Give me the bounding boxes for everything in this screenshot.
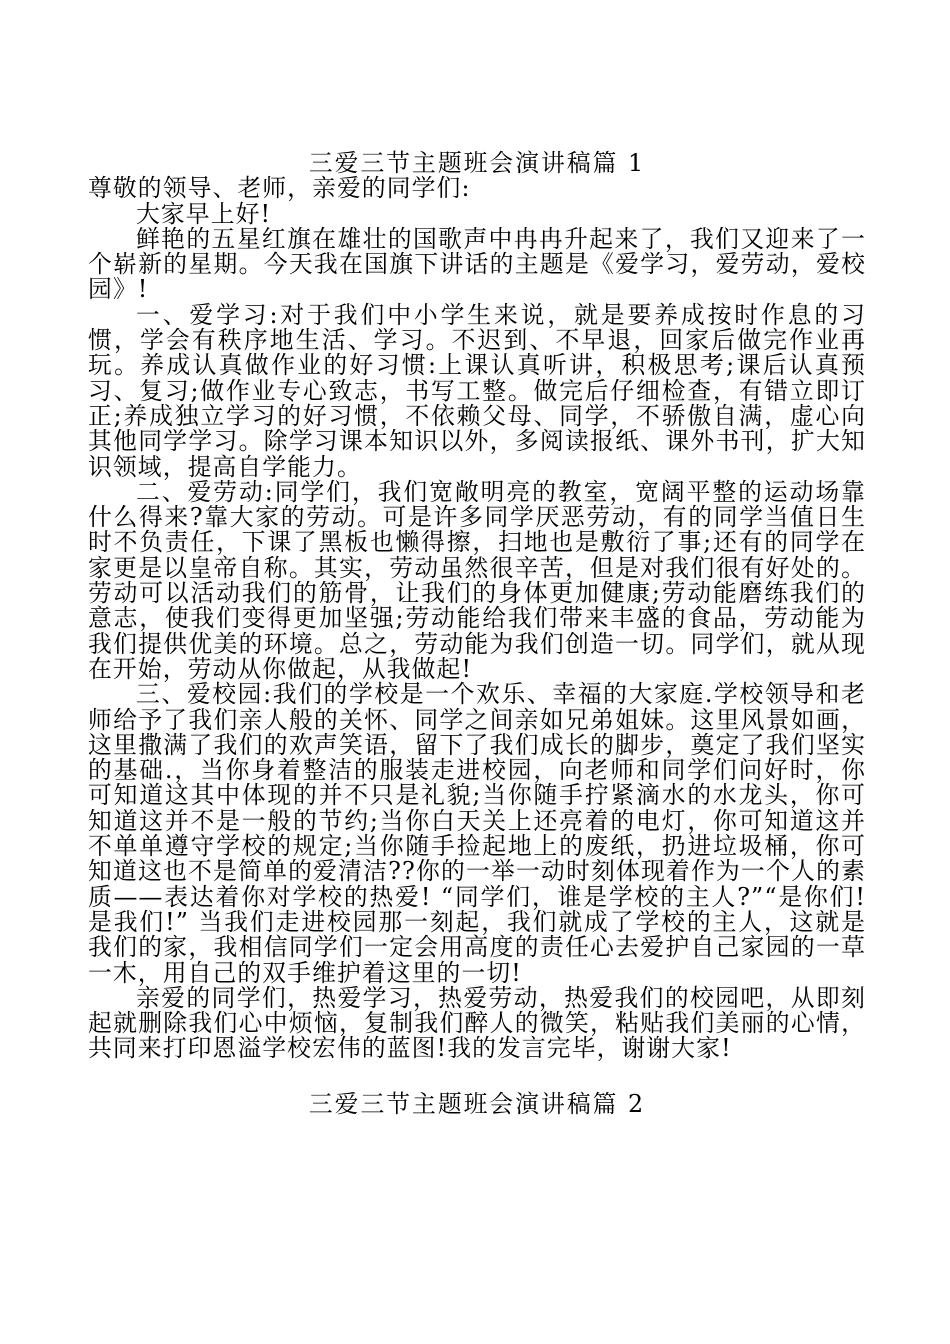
speech-title-2: 三爱三节主题班会演讲稿篇 2 (308, 1089, 646, 1118)
paragraph-closing: 亲爱的同学们，热爱学习，热爱劳动，热爱我们的校园吧，从即刻起就删除我们心中烦恼，复制我们醉人的微笑，粘贴我们美丽的心情，共同来打印恩溢学校宏伟的蓝图!我的发言完毕，谢谢大家! (88, 983, 866, 1063)
salutation: 尊敬的领导、老师，亲爱的同学们: (88, 174, 471, 203)
paragraph-intro: 鲜艳的五星红旗在雄壮的国歌声中冉冉升起来了，我们又迎来了一个崭新的星期。今天我在国旗下讲话的主题是《爱学习，爱劳动，爱校园》! (88, 224, 866, 304)
paragraph-love-campus: 三、爱校园:我们的学校是一个欢乐、幸福的大家庭.学校领导和老师给予了我们亲人般的关怀、同学之间亲如兄弟姐妹。这里风景如画，这里撒满了我们的欢声笑语，留下了我们成长的脚步，奠定了我们坚实的基础.，当你身着整洁的服装走进校园，向老师和同学们问好时，你可知道这其中体现的并不只是礼貌;当你随手拧紧滴水的水龙头，你可知道这并不是一般的节约;当你白天关上还亮着的电灯，你可知道这并不单单遵守学校的规定;当你随手捡起地上的废纸，扔进垃圾桶，你可知道这也不是简单的爱清洁??你的一举一动时刻体现着作为一个人的素质——表达着你对学校的热爱! “同学们，谁是学校的主人?”“是你们!是我们!” 当我们走进校园那一刻起，我们就成了学校的主人，这就是我们的家，我相信同学们一定会用高度的责任心去爱护自己家园的一草一木，用自己的双手维护着这里的一切! (88, 680, 866, 987)
paragraph-love-labor: 二、爱劳动:同学们，我们宽敞明亮的教室，宽阔平整的运动场靠什么得来?靠大家的劳动。可是许多同学厌恶劳动，有的同学当值日生时不负责任，下课了黑板也懒得擦，扫地也是敷衍了事;还有的同学在家更是以皇帝自称。其实，劳动虽然很辛苦，但是对我们很有好处的。劳动可以活动我们的筋骨，让我们的身体更加健康;劳动能磨练我们的意志，使我们变得更加坚强;劳动能给我们带来丰盛的食品，劳动能为我们提供优美的环境。总之，劳动能为我们创造一切。同学们，就从现在开始，劳动从你做起，从我做起! (88, 477, 866, 683)
speech-title-1: 三爱三节主题班会演讲稿篇 1 (308, 149, 646, 177)
paragraph-love-study: 一、爱学习:对于我们中小学生来说，就是要养成按时作息的习惯，学会有秩序地生活、学习。不迟到、不早退，回家后做完作业再玩。养成认真做作业的好习惯:上课认真听讲，积极思考;课后认真预习、复习;做作业专心致志，书写工整。做完后仔细检查，有错立即订正;养成独立学习的好习惯，不依赖父母、同学，不骄傲自满，虚心向其他同学学习。除学习课本知识以外，多阅读报纸、课外书刊，扩大知识领域，提高自学能力。 (88, 300, 866, 481)
greeting: 大家早上好! (136, 199, 272, 228)
speech-document (88, 151, 866, 1117)
